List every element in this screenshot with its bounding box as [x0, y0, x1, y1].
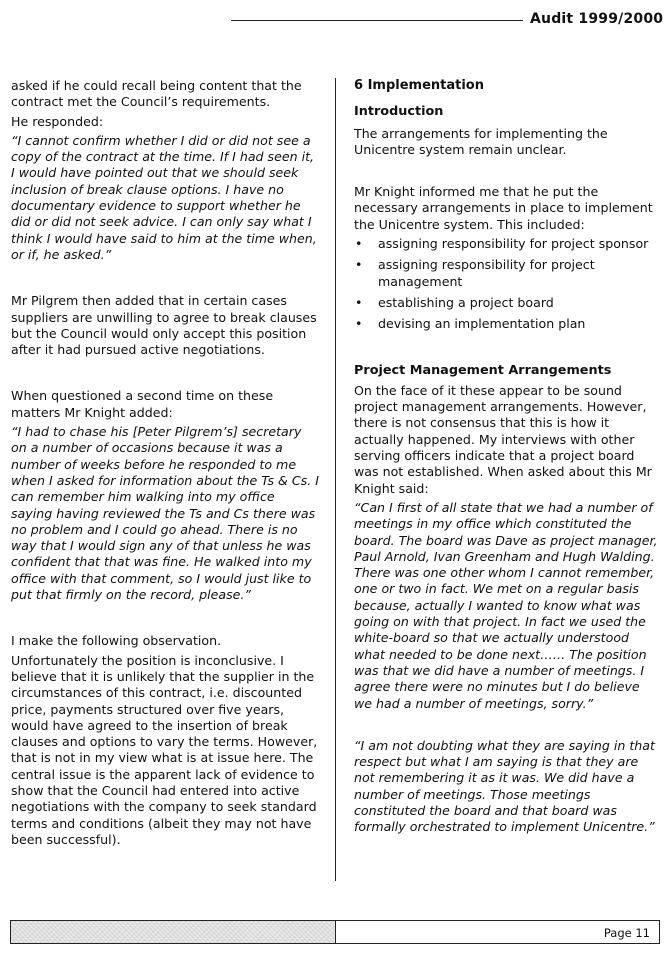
list-item: • establishing a project board: [354, 295, 658, 311]
left-column: [11, 78, 319, 848]
quote: “Can I first of all state that we had a number of meetings in my office which constituted the board. The board was Dave as project manager, Paul Arnold, Ivan Greenham and Hugh Walding. There was one other whom I cannot remember, one or two in fact. We met on a regular basis because, actually I wanted to know what was going on with that project. In fact we used the white-board so that we actually understood what needed to be done next…… The position was that we did have a number of meetings. I agree there were no minutes but I do believe we had a number of meetings, sorry.”: [354, 499, 658, 711]
paragraph: He responded:: [11, 113, 104, 129]
quote: “I had to chase his [Peter Pilgrem’s] secretary on a number of occasions because it was a number of weeks before he responded to me when I asked for information about the Ts & Cs. I can remember him walking into my office saying having reviewed the Ts and Cs there was no problem and I could go ahead. There is no way that I would sign any of that unless he was confident that that was fine. He walked into my office with that comment, so I would just like to put that firmly on the record, please.”: [11, 424, 319, 603]
paragraph: Mr Knight informed me that he put the necessary arrangements in place to implement the Unicentre system. This included:: [354, 184, 653, 232]
quote: “I am not doubting what they are saying in that respect but what I am saying is that they are not remembering it as it was. We did have a number of meetings. Those meetings constituted the board and that board was formally orchestrated to implement Unicentre.”: [354, 737, 655, 835]
paragraph: asked if he could recall being content that the contract met the Council’s requirements.: [11, 78, 302, 110]
bullet-list: [354, 236, 658, 332]
footer-box: [10, 920, 660, 944]
right-column: [354, 78, 658, 836]
paragraph: On the face of it these appear to be sound project management arrangements. However, there is not consensus that this is how it actually happened. My interviews with other serving officers indicate that a project board was not established. When asked about this Mr Knight said:: [354, 382, 652, 496]
footer-pattern: [11, 921, 336, 943]
subsection-title: Introduction: [354, 104, 444, 120]
paragraph: Mr Pilgrem then added that in certain cases suppliers are unwilling to agree to break clauses but the Council would only accept this position after it had pursued active negotiations.: [11, 293, 317, 358]
paragraph: Unfortunately the position is inconclusive. I believe that it is unlikely that the supplier in the circumstances of this contract, i.e. discounted price, payments structured over five years, would have agreed to the insertion of break clauses and options to vary the terms. However, that is not in my view what is at issue here. The central issue is the apparent lack of evidence to show that the Council had entered into active negotiations with the company to seek standard terms and conditions (albeit they may not have been successful).: [11, 652, 318, 847]
paragraph: I make the following observation.: [11, 633, 222, 649]
list-item: • assigning responsibility for project management: [354, 257, 658, 290]
page-number: Page 11: [603, 926, 650, 940]
header-rule: [231, 20, 523, 21]
list-item: • devising an implementation plan: [354, 316, 658, 332]
header-title: Audit 1999/2000: [530, 11, 664, 27]
paragraph: The arrangements for implementing the Unicentre system remain unclear.: [354, 125, 608, 157]
subsection-title: Project Management Arrangements: [354, 362, 612, 378]
paragraph: When questioned a second time on these matters Mr Knight added:: [11, 388, 274, 420]
section-title: 6 Implementation: [354, 78, 484, 93]
list-item: • assigning responsibility for project sponsor: [354, 236, 658, 252]
column-divider: [335, 78, 336, 881]
quote: “I cannot confirm whether I did or did not see a copy of the contract at the time. If I had seen it, I would have pointed out that we should seek inclusion of break clause options. I have no documentary evidence to support whether he did or did not seek advice. I can only say what I think I would have said to him at the time when, or if, he asked.”: [11, 132, 317, 262]
